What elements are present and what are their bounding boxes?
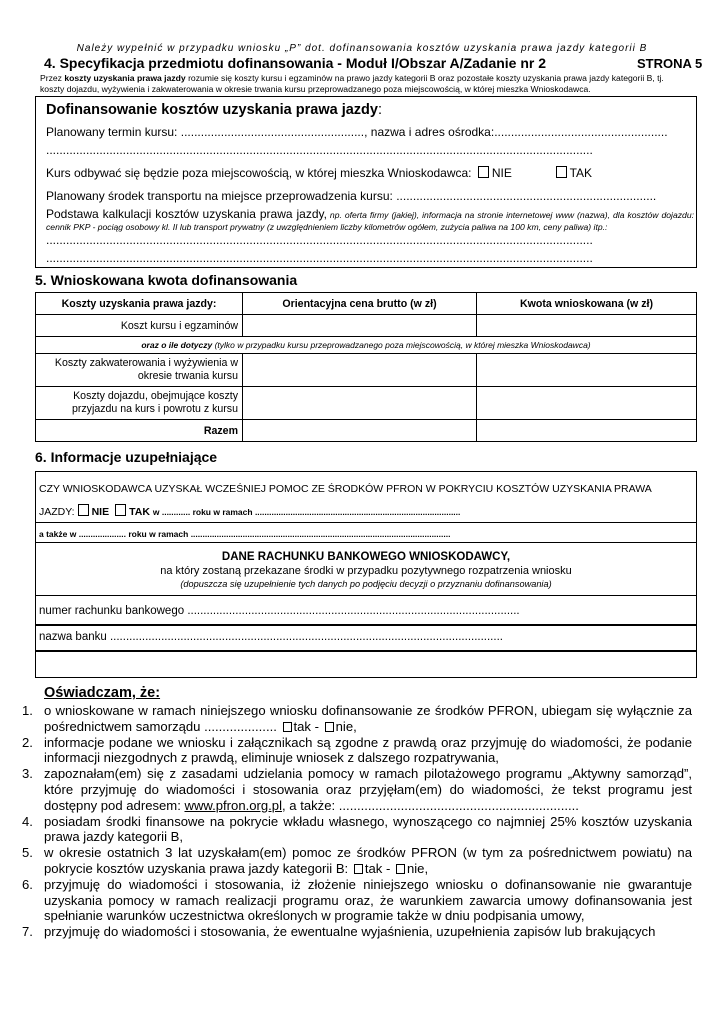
outside-label: Kurs odbywać się będzie poza miejscowością, w której mieszka Wnioskodawca: [46, 166, 472, 180]
w-label: w [152, 507, 160, 517]
declaration-num-2: 2. [22, 734, 33, 750]
prior-aid-row [39, 504, 689, 518]
outside-no-checkbox[interactable] [478, 166, 489, 178]
declaration-text-1: o wnioskowane w ramach niniejszego wniosku dofinansowanie ze środków PFRON, ubiegam się wyłącznie za pośrednictwem samorządu .................... [44, 703, 692, 734]
row-accommodation-price[interactable] [243, 354, 477, 387]
row-travel-amount[interactable] [477, 387, 697, 420]
declaration-item-7 [22, 924, 692, 940]
intro-text [40, 73, 690, 95]
bank-title: DANE RACHUNKU BANKOWEGO WNIOSKODAWCY, [221, 551, 511, 563]
section-4-heading [46, 102, 382, 118]
also-label: a także w [39, 529, 77, 539]
center-label: , nazwa i adres ośrodka: [364, 125, 495, 139]
pfron-link[interactable]: www.pfron.org.pl [184, 797, 283, 813]
center-field[interactable]: .................................................... [494, 125, 668, 139]
account-field[interactable]: ........................................................................................................ [187, 605, 520, 617]
outside-row [46, 166, 592, 180]
declaration-1-tak-checkbox[interactable] [283, 722, 292, 732]
declaration-5-nie: nie, [406, 860, 429, 876]
basis-row [46, 208, 694, 233]
cost-table-header-1: Koszty uzyskania prawa jazdy: [36, 293, 243, 315]
account-label: numer rachunku bankowego [39, 605, 188, 617]
declaration-item-6 [22, 877, 692, 924]
outside-yes-label: TAK [569, 166, 593, 180]
section-4-title: 4. Specyfikacja przedmiotu dofinansowania - Moduł I/Obszar A/Zadanie nr 2 [44, 55, 547, 71]
transport-label: Planowany środek transportu na miejsce przeprowadzenia kursu: [46, 189, 397, 203]
year-label: roku w ramach [192, 507, 253, 517]
also-row [39, 529, 689, 539]
bank-note: (dopuszcza się uzupełnienie tych danych po podjęciu decyzji o przyznaniu dofinansowania) [180, 579, 552, 589]
center-field-line[interactable]: .................................................................................................................................................................... [46, 143, 593, 157]
section-5-heading: 5. Wnioskowana kwota dofinansowania [35, 272, 298, 288]
declaration-num-3: 3. [22, 766, 33, 782]
bank-name-field[interactable]: ........................................................................................................................... [109, 631, 503, 643]
row-total-label: Razem [36, 420, 243, 442]
row-divider-3 [35, 595, 697, 596]
cost-table-header-2: Orientacyjna cena brutto (w zł) [243, 293, 477, 315]
declaration-num-5: 5. [22, 845, 33, 861]
planned-date-field[interactable]: ....................................................... [180, 125, 365, 139]
declaration-5-tak: tak [364, 860, 383, 876]
row-accommodation-amount[interactable] [477, 354, 697, 387]
declaration-1-sep: - [314, 718, 319, 734]
declaration-item-3 [22, 766, 692, 813]
row-also-note [36, 337, 697, 354]
declaration-1-tak: tak [293, 718, 311, 734]
declaration-item-5 [22, 845, 692, 877]
declaration-num-6: 6. [22, 876, 33, 892]
declaration-text-5: w okresie ostatnich 3 lat uzyskałam(em) pomoc ze środków PFRON (w tym za pośrednictwem powiatu) na pokrycie kosztów uzyskania prawa jazdy kategorii B: [44, 845, 692, 876]
prior-aid-no-label: NIE [91, 506, 110, 518]
prior-aid-no-checkbox[interactable] [78, 504, 89, 516]
section-4-heading-text: Dofinansowanie kosztów uzyskania prawa jazdy [46, 102, 378, 118]
row-accommodation-label: Koszty zakwaterowania i wyżywienia w okresie trwania kursu [36, 354, 243, 387]
also-program-field[interactable]: .............................................................................................................. [190, 529, 451, 539]
declaration-num-1: 1. [22, 703, 33, 718]
intro-prefix: Przez [40, 73, 65, 83]
w-year-field[interactable]: ............ [161, 507, 191, 517]
declaration-1-nie: nie, [335, 718, 357, 734]
declaration-text-3b: , a także: .................................................................. [282, 797, 579, 813]
declaration-text-4: posiadam środki finansowe na pokrycie wkładu własnego, wynoszącego co najmniej 25% kosztów uzyskania prawa jazdy kategorii B, [44, 813, 692, 845]
basis-label: Podstawa kalkulacji kosztów uzyskania prawa jazdy, [46, 207, 327, 221]
declaration-list [22, 703, 692, 940]
outside-no-label: NIE [491, 166, 512, 180]
bank-subtitle: na który zostaną przekazane środki w przypadku pozytywnego rozpatrzenia wniosku [160, 565, 572, 577]
planned-date-row [46, 125, 686, 139]
also-note: (tylko w przypadku kursu przeprowadzanego poza miejscowością, w której mieszka Wnioskodawca) [212, 340, 591, 350]
declaration-item-4 [22, 814, 692, 846]
form-note: Należy wypełnić w przypadku wniosku „P” dot. dofinansowania kosztów uzyskania prawa jazdy kategorii B [76, 43, 648, 54]
intro-rest: rozumie się koszty kursu i egzaminów na prawo jazdy kategorii B oraz pozostałe koszty uzyskania prawa jazdy kategorii B, tj. koszty dojazdu, wyżywienia i zakwaterowania w okresie trwania kursu przeprowadzanego poza miejscowością, w której mieszka Wnioskodawca. [40, 73, 664, 94]
outside-yes-checkbox[interactable] [556, 166, 567, 178]
declaration-1-nie-checkbox[interactable] [325, 722, 334, 732]
declaration-heading: Oświadczam, że: [44, 685, 161, 701]
transport-field[interactable]: .............................................................................. [396, 189, 657, 203]
basis-note: np. oferta firmy (jakiej), informacja na stronie internetowej www (nazwa), dla kosztów dojazdu: cennik PKP - pociąg osobowy kl. II lub transport prywatny (z uwzględnieniem liczby kilometrów ogółem, zużycia paliwa na 100 km, ceny paliwa) itp.: [46, 210, 694, 232]
jazdy-label: JAZDY: [39, 506, 75, 518]
planned-date-label: Planowany termin kursu: [46, 125, 181, 139]
also-bold: oraz o ile dotyczy [141, 340, 213, 350]
declaration-text-3: zapoznałam(em) się z zasadami udzielania pomocy w ramach pilotażowego programu „Aktywny samorząd”, które przyjmuję do wiadomości i stosowania oraz przyjęłam(em) do wiadomości, że tekst programu jest dostępny pod adresem: [44, 766, 692, 813]
also-year-label: roku w ramach [128, 529, 189, 539]
declaration-text-2: informacje podane we wniosku i załącznikach są zgodne z prawdą oraz przyjmuję do wiadomości, że podanie informacji niezgodnych z prawdą, eliminuje wniosek z dalszego rozpatrywania, [44, 734, 692, 766]
row-total-amount[interactable] [477, 420, 697, 442]
cost-table [35, 292, 697, 442]
year-program-field[interactable]: ....................................................................................... [254, 507, 461, 517]
basis-field-line-1[interactable]: .................................................................................................................................................................... [46, 233, 593, 247]
declaration-5-sep: - [385, 860, 391, 876]
page-number: STRONA 5 [637, 56, 703, 71]
also-year-field[interactable]: .................... [78, 529, 126, 539]
declaration-5-nie-checkbox[interactable] [396, 864, 405, 874]
bank-name-row [39, 631, 689, 643]
row-travel-price[interactable] [243, 387, 477, 420]
row-divider-1 [35, 522, 697, 523]
bank-name-label: nazwa banku [39, 631, 110, 643]
declaration-text-7: przyjmuję do wiadomości i stosowania, że ewentualne wyjaśnienia, uzupełnienia zapisów lub brakujących [44, 924, 656, 940]
prior-aid-question: CZY WNIOSKODAWCA UZYSKAŁ WCZEŚNIEJ POMOC ZE ŚRODKÓW PFRON W POKRYCIU KOSZTÓW UZYSKANIA PRAWA [39, 483, 652, 495]
declaration-num-4: 4. [22, 813, 33, 829]
row-course-price[interactable] [243, 315, 477, 337]
declaration-item-1 [22, 703, 692, 735]
row-total-price[interactable] [243, 420, 477, 442]
cost-table-header-3: Kwota wnioskowana (w zł) [477, 293, 697, 315]
row-course-label: Koszt kursu i egzaminów [36, 315, 243, 337]
declaration-5-tak-checkbox[interactable] [354, 864, 363, 874]
row-divider-5 [35, 650, 697, 652]
declaration-num-7: 7. [22, 924, 33, 940]
declaration-item-2 [22, 735, 692, 767]
basis-field-line-2[interactable]: .................................................................................................................................................................... [46, 251, 593, 265]
section-4-heading-colon: : [377, 102, 383, 118]
section-6-heading: 6. Informacje uzupełniające [35, 449, 218, 465]
row-course-amount[interactable] [477, 315, 697, 337]
intro-bold: koszty uzyskania prawa jazdy [64, 73, 186, 83]
account-row [39, 605, 689, 617]
transport-row [46, 189, 686, 203]
declaration-text-6: przyjmuję do wiadomości i stosowania, iż złożenie niniejszego wniosku o dofinansowanie nie gwarantuje uzyskania pomocy w ramach realizacji programu oraz, że warunkiem zawarcia umowy dofinansowania jest spełnianie warunków uczestnictwa określonych w programie także w dniu podpisania umowy, [44, 876, 692, 924]
row-divider-4 [35, 624, 697, 626]
row-travel-label: Koszty dojazdu, obejmujące koszty przyjazdu na kurs i powrotu z kursu [36, 387, 243, 420]
row-divider-2 [35, 542, 697, 543]
prior-aid-yes-label: TAK [129, 506, 150, 518]
prior-aid-yes-checkbox[interactable] [115, 504, 126, 516]
